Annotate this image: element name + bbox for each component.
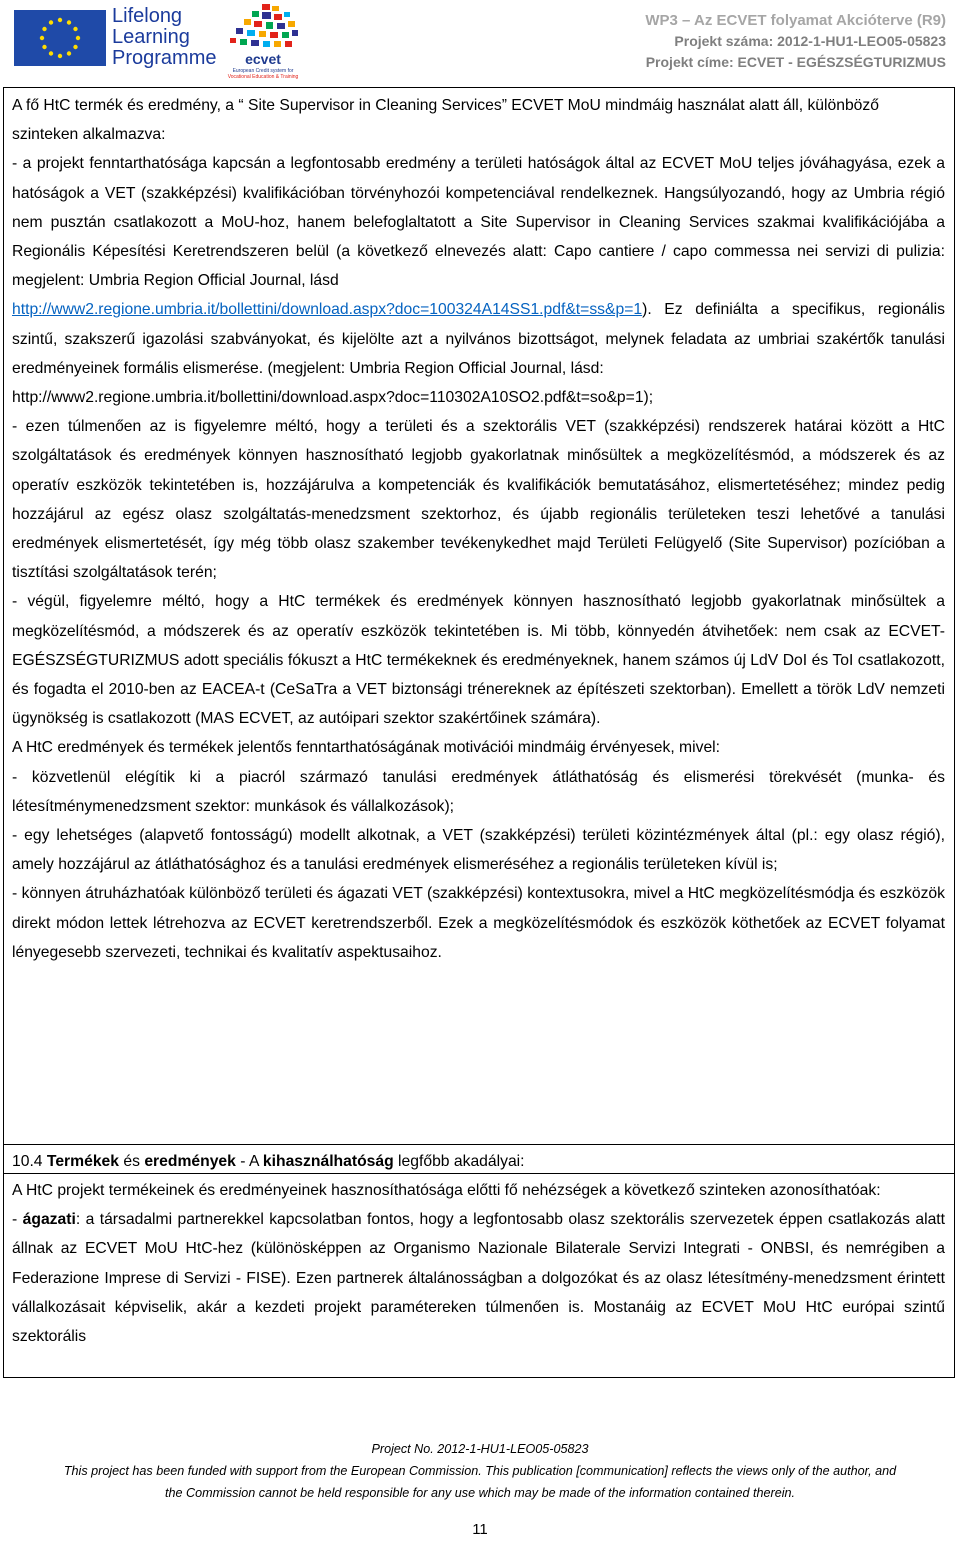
ecvet-logo xyxy=(222,2,304,82)
page-header xyxy=(0,0,960,86)
content-table xyxy=(3,87,955,1378)
sustainability-cell xyxy=(4,88,954,1144)
footer-disclaimer: This project has been funded with support from the European Commission. This publication [communication] reflects the views only of the author, and xyxy=(63,1464,897,1478)
paragraph: - a projekt fenntarthatósága kapcsán a legfontosabb eredmény a területi hatóságok által az ECVET MoU teljes jóváhagyása, ezek a hatóságok a VET (szakképzési) kvalifikációban törvényhozói kompetenciával rendelkeznek. Hangsúlyozandó, hogy az Umbria régió nem pusztán csatlakozott a MoU-hoz, hanem belefoglaltatott a Site Supervisor in Cleaning Services szakmai kvalifikációjába a Regionális Képesítési Keretrendszeren belül (a következő elnevezés alatt: Capo cantiere / capo commessa nei servizi di pulizia: megjelent: Umbria Region Official Journal, lásd http://www2.regione.umbria.it/bollettini/download.aspx?doc=100324A14SS1.pdf&t=ss&p=1). Ez definiálta a specifikus, regionális szintű, szakszerű igazolási szabványokat, és kijelölte azt a nyilvános bizottságot, melynek feladata az umbriai szakértők tanulási eredményeinek formális elismerése. (megjelent: Umbria Region Official Journal, lásd: xyxy=(12,155,945,377)
obstacles-cell xyxy=(4,1173,954,1377)
project-number: Projekt száma: 2012-1-HU1-LEO05-05823 xyxy=(674,33,946,49)
paragraph: - ezen túlmenően az is figyelemre méltó, hogy a területi és a szektorális VET (szakképzési) rendszerek határai között a HtC szolgáltatások és eredmények könnyen hasznosítható legjobb gyakorlatnak minősültek a megközelítésmód, a módszerek és az operatív eszközök tekintetében is, hozzájárulva a kompetenciák és kvalifikációk bemutatásához, elismertetéséhez; mindez pedig hozzájárul az egész olasz szolgáltatás-menedzsment szektorhoz, és újabb regionális területeken teszi lehetővé a tanulási eredmények elismertetését, így még több olasz szakember tevékenykedhet majd Területi Felügyelő (Site Supervisor) pozícióban a tisztítási szolgáltatások terén; xyxy=(12,418,945,582)
project-title: Projekt címe: ECVET - EGÉSZSÉGTURIZMUS xyxy=(645,54,946,70)
paragraph: A HtC projekt termékeinek és eredményeinek hasznosíthatósága előtti fő nehézségek a következő szinteken azonosíthatóak: xyxy=(12,1182,881,1199)
footer-disclaimer-2: the Commission cannot be held responsible for any use which may be made of the information contained therein. xyxy=(164,1486,796,1500)
llp-logo-text: Lifelong Learning Programme xyxy=(112,5,217,69)
ecvet-logo-tagline-2: Vocational Education & Training xyxy=(227,74,299,80)
document-info xyxy=(645,10,946,73)
footer-project-number: Project No. 2012-1-HU1-LEO05-05823 xyxy=(371,1442,589,1456)
lifelong-learning-programme-logo xyxy=(14,5,217,70)
page-footer xyxy=(0,1438,960,1504)
paragraph: - ágazati: a társadalmi partnerekkel kapcsolatban fontos, hogy a legfontosabb olasz szektorális szervezetek éppen csatlakozás alatt állnak az ECVET MoU HtC-hez (különösképpen az Organismo Nazionale Bilaterale Servizi Integrati - ONBSI, és nemrégiben a Federazione Imprese di Servizi - FISE). Ezen partnerek általánosságban a dolgozókat és az olasz létesítmény-menedzsment érintett vállalkozásait képviselik, akár a kezdeti projekt paramétereken túlmenően is. Mostanáig az ECVET MoU HtC európai szintű szektorális xyxy=(12,1211,946,1346)
paragraph: A fő HtC termék és eredmény, a “ Site Supervisor in Cleaning Services” ECVET MoU mindmáig használat alatt áll, különböző szinteken alkalmazva: xyxy=(12,97,879,144)
paragraph: http://www2.regione.umbria.it/bollettini/download.aspx?doc=110302A10SO2.pdf&t=so&p=1); xyxy=(12,389,654,407)
ecvet-logo-tagline: European Credit system for xyxy=(232,68,294,74)
paragraph: A HtC eredmények és termékek jelentős fenntarthatóságának motivációi mindmáig érvényesek, mivel: xyxy=(12,739,721,757)
section-heading-cell xyxy=(4,1144,954,1173)
eu-flag-icon xyxy=(14,10,106,66)
paragraph: - végül, figyelemre méltó, hogy a HtC termékek és eredmények könnyen hasznosítható legjobb gyakorlatnak minősültek a megközelítésmód, a módszerek és az operatív eszközök tekintetében is. Mi több, könnyedén átvihetőek: nem csak az ECVET-EGÉSZSÉGTURIZMUS adott speciális fókuszt a HtC termékeknek és eredményeknek, hanem számos új LdV DoI és ToI csatlakozott, és fogadta el 2010-ben az EACEA-t (CeSaTra a VET biztonsági trénereknek az építészeti szektorban). Emellett a török LdV nemzeti ügynökség is csatlakozott (MAS ECVET, az autóipari szektor szakértőinek számára). xyxy=(12,593,945,728)
page-number: 11 xyxy=(472,1521,488,1538)
paragraph: - könnyen átruházhatóak különböző területi és ágazati VET (szakképzési) kontextusokra, mivel a HtC megközelítésmódja és eszközök direkt módon lettek létrehozva az ECVET keretrendszerből. Ezek a megközelítésmódok és eszközök köthetőek az ECVET folyamat lényegesebb szervezeti, technikai és kvalitatív aspektusaihoz. xyxy=(12,885,945,961)
ecvet-logo-name: ecvet xyxy=(245,51,281,67)
document-title: WP3 – Az ECVET folyamat Akcióterve (R9) xyxy=(645,12,946,29)
paragraph: - egy lehetséges (alapvető fontosságú) modellt alkotnak, a VET (szakképzési) területi közintézmények által (pl.: egy olasz régió), amely hozzájárul az átláthatósághoz és a tanulási eredmények elismeréséhez a regionális területeken kívül is; xyxy=(12,827,945,874)
umbria-journal-link[interactable]: http://www2.regione.umbria.it/bollettini/download.aspx?doc=100324A14SS1.pdf&t=ss&p=1 xyxy=(12,301,643,319)
section-heading: 10.4 Termékek és eredmények - A kihasználhatóság legfőbb akadályai: xyxy=(12,1153,525,1170)
paragraph: - közvetlenül elégítik ki a piacról származó tanulási eredmények átláthatóság és elismerési törekvését (munka- és létesítménymenedzsment szektor: munkások és vállalkozások); xyxy=(12,768,945,815)
